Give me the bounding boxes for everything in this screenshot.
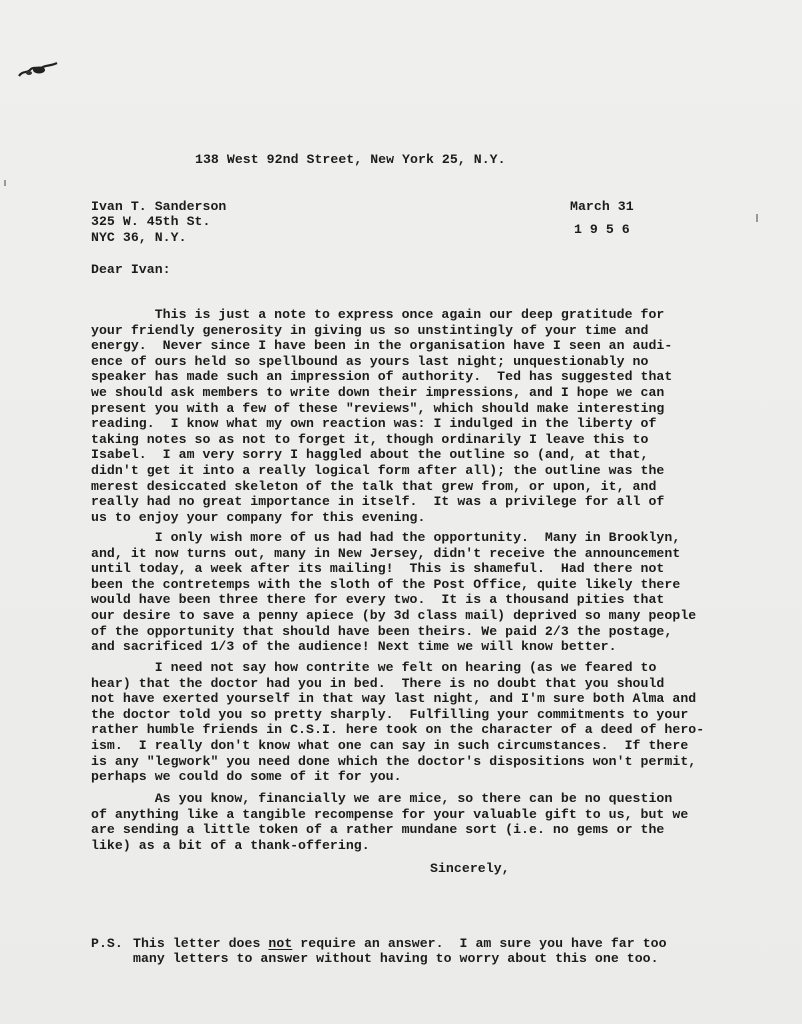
ps-emphasis: not xyxy=(268,936,293,951)
body-line: reading. I know what my own reaction was: I indulged in the liberty of xyxy=(91,416,657,432)
body-line: of the opportunity that should have been theirs. We paid 2/3 the postage, xyxy=(91,623,673,639)
body-line: perhaps we could do some of it for you. xyxy=(91,769,402,785)
body-line: not have exerted yourself in that way last night, and I'm sure both Alma and xyxy=(91,691,697,707)
body-line: of anything like a tangible recompense for your valuable gift to us, but we xyxy=(91,806,689,822)
body-line: I need not say how contrite we felt on hearing (as we feared to xyxy=(91,660,657,675)
body-line: rather humble friends in C.S.I. here took on the character of a deed of hero- xyxy=(91,722,705,738)
ps-line-2: many letters to answer without having to worry about this one too. xyxy=(133,951,659,966)
body-line: merest desiccated skeleton of the talk that grew from, or upon, it, and xyxy=(91,478,657,494)
body-line: the doctor told you so pretty sharply. Fulfilling your commitments to your xyxy=(91,706,689,722)
ps-line-1-b: require an answer. I am sure you have far too xyxy=(292,936,667,951)
body-line: would have been three there for every two. It is a thousand pities that xyxy=(91,592,665,608)
body-line: we should ask members to write down their impressions, and I hope we can xyxy=(91,385,665,400)
body-line: taking notes so as not to forget it, though ordinarily I leave this to xyxy=(91,431,649,447)
body-line: until today, a week after its mailing! This is shameful. Had there not xyxy=(91,561,665,577)
body-line: and sacrificed 1/3 of the audience! Next time we will know better. xyxy=(91,639,617,655)
body-line: ism. I really don't know what one can say in such circumstances. If there xyxy=(91,738,689,753)
recipient-city: NYC 36, N.Y. xyxy=(91,230,187,245)
closing: Sincerely, xyxy=(430,861,510,876)
ink-blot-mark xyxy=(17,60,59,82)
body-line: really had no great importance in itself. It was a privilege for all of xyxy=(91,494,665,510)
date-year: 1 9 5 6 xyxy=(574,222,630,237)
body-line: and, it now turns out, many in New Jersey, didn't receive the announcement xyxy=(91,545,681,561)
salutation: Dear Ivan: xyxy=(91,262,171,277)
ps-label: P.S. xyxy=(91,936,123,951)
body-line: hear) that the doctor had you in bed. There is no doubt that you should xyxy=(91,675,665,691)
ps-line-1-a: This letter does xyxy=(133,936,269,951)
margin-tick xyxy=(4,180,6,186)
sender-address: 138 West 92nd Street, New York 25, N.Y. xyxy=(195,152,506,167)
body-line: your friendly generosity in giving us so unstintingly of your time and xyxy=(91,322,649,338)
body-line: been the contretemps with the sloth of the Post Office, quite likely there xyxy=(91,576,681,592)
body-line: energy. Never since I have been in the organisation have I seen an audi- xyxy=(91,338,673,354)
body-line: Isabel. I am very sorry I haggled about the outline so (and, at that, xyxy=(91,447,649,463)
body-line: our desire to save a penny apiece (by 3d class mail) deprived so many people xyxy=(91,608,697,623)
body-line: This is just a note to express once again our deep gratitude for xyxy=(91,307,665,322)
recipient-name: Ivan T. Sanderson xyxy=(91,199,227,214)
body-line: like) as a bit of a thank-offering. xyxy=(91,837,370,853)
margin-tick xyxy=(756,214,758,222)
body-line: As you know, financially we are mice, so there can be no question xyxy=(91,791,673,806)
body-line: ence of ours held so spellbound as yours last night; unquestionably no xyxy=(91,353,649,369)
body-line: I only wish more of us had had the opportunity. Many in Brooklyn, xyxy=(91,530,681,545)
body-line: speaker has made such an impression of authority. Ted has suggested that xyxy=(91,369,673,385)
body-line: present you with a few of these "reviews", which should make interesting xyxy=(91,400,665,416)
body-line: are sending a little token of a rather mundane sort (i.e. no gems or the xyxy=(91,822,665,838)
body-line: didn't get it into a really logical form after all); the outline was the xyxy=(91,463,665,478)
date-month-day: March 31 xyxy=(570,199,634,214)
body-line: is any "legwork" you need done which the doctor's dispositions won't permit, xyxy=(91,753,697,769)
ps-line-1 xyxy=(133,936,667,951)
body-line: us to enjoy your company for this evening. xyxy=(91,509,426,525)
recipient-street: 325 W. 45th St. xyxy=(91,214,211,229)
